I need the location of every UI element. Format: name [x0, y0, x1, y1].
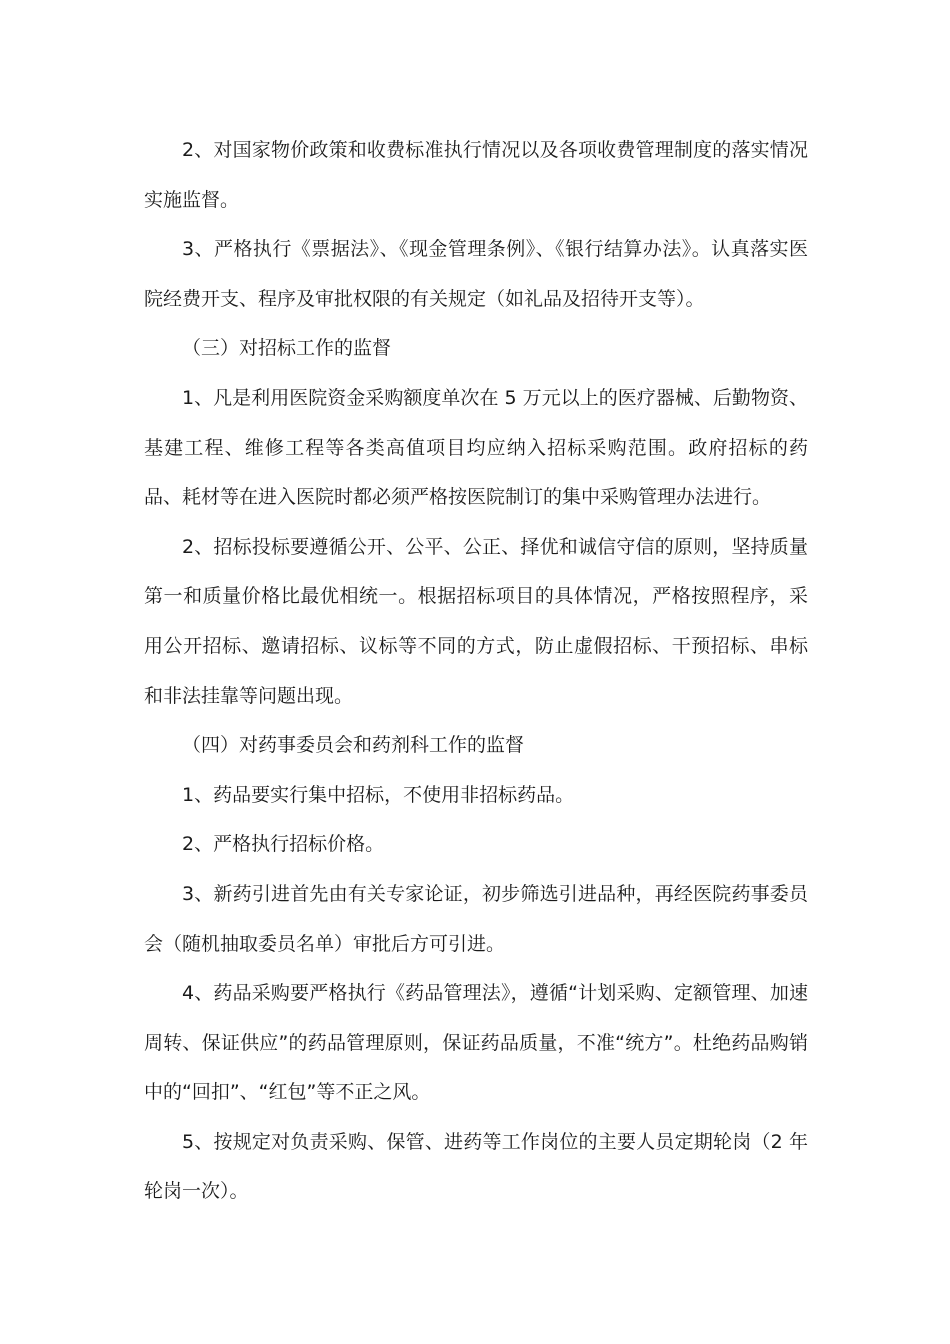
section-heading-bidding: （三）对招标工作的监督 [182, 337, 392, 360]
paragraph-bidding-scope: 1、凡是利用医院资金采购额度单次在 5 万元以上的医疗器械、后勤物资、基建工程、维修工程等各类高值项目均应纳入招标采购范围。政府招标的药品、耗材等在进入医院时都必须严格按医院制订的集中采购管理办法进行。 [144, 386, 808, 509]
document-body [144, 126, 808, 1217]
paragraph-bidding-price: 2、严格执行招标价格。 [182, 833, 385, 856]
paragraph-fee-supervision: 2、对国家物价政策和收费标准执行情况以及各项收费管理制度的落实情况实施监督。 [144, 139, 808, 211]
paragraph-new-drugs: 3、新药引进首先由有关专家论证，初步筛选引进品种，再经医院药事委员会（随机抽取委员名单）审批后方可引进。 [144, 882, 808, 955]
paragraph-job-rotation: 5、按规定对负责采购、保管、进药等工作岗位的主要人员定期轮岗（2 年轮岗一次）。 [144, 1130, 808, 1203]
paragraph-centralized-bidding: 1、药品要实行集中招标，不使用非招标药品。 [182, 783, 575, 806]
paragraph-finance-laws: 3、严格执行《票据法》、《现金管理条例》、《银行结算办法》。认真落实医院经费开支、程序及审批权限的有关规定（如礼品及招待开支等）。 [144, 238, 808, 310]
paragraph-drug-procurement: 4、药品采购要严格执行《药品管理法》，遵循“计划采购、定额管理、加速周转、保证供应”的药品管理原则，保证药品质量，不准“统方”。杜绝药品购销中的“回扣”、“红包”等不正之风。 [144, 982, 808, 1104]
section-heading-pharmacy: （四）对药事委员会和药剂科工作的监督 [182, 734, 525, 757]
paragraph-bidding-principles: 2、招标投标要遵循公开、公平、公正、择优和诚信守信的原则，坚持质量第一和质量价格比最优相统一。根据招标项目的具体情况，严格按照程序，采用公开招标、邀请招标、议标等不同的方式，防止虚假招标、干预招标、串标和非法挂靠等问题出现。 [144, 535, 808, 707]
